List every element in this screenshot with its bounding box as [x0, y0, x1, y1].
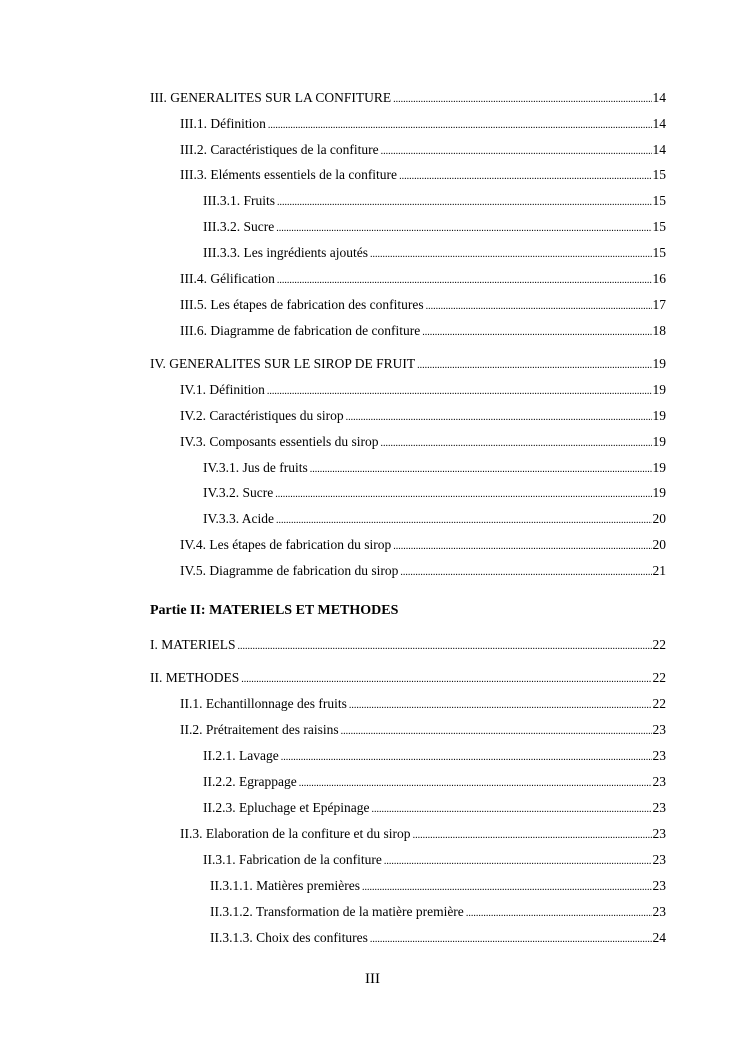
dot-leader [299, 775, 652, 793]
toc-entry [210, 929, 666, 947]
toc-entry-page: 23 [652, 774, 666, 789]
toc-entry-label: II.2.3. Epluchage et Epépinage [203, 800, 370, 815]
toc-entry-label: III.2. Caractéristiques de la confiture [180, 142, 379, 157]
dot-leader [277, 272, 652, 290]
toc-entry-page: 23 [652, 878, 666, 893]
toc-entry-page: 19 [652, 460, 666, 475]
toc-entry-label: III.3.2. Sucre [203, 219, 275, 234]
toc-entry-page: 14 [652, 116, 666, 131]
toc-entry [203, 459, 666, 477]
toc-entry [180, 721, 666, 739]
toc-entry-page: 16 [652, 271, 666, 286]
toc-entry-label: II.1. Echantillonnage des fruits [180, 696, 347, 711]
dot-leader [466, 905, 652, 923]
dot-leader [400, 564, 651, 582]
toc-entry-label: II.3. Elaboration de la confiture et du sirop [180, 826, 411, 841]
toc-entry-page: 17 [652, 297, 666, 312]
toc-entry [203, 510, 666, 528]
toc-entry-page: 19 [652, 434, 666, 449]
dot-leader [310, 461, 652, 479]
toc-entry-label: I. MATERIELS [150, 637, 236, 652]
toc-entry [180, 166, 666, 184]
toc-entry-label: III.5. Les étapes de fabrication des confitures [180, 297, 424, 312]
toc-entry-page: 23 [652, 748, 666, 763]
dot-leader [281, 749, 652, 767]
dot-leader [276, 220, 651, 238]
toc-entry-label: IV.3.3. Acide [203, 511, 274, 526]
toc-entry-label: II.2.2. Egrappage [203, 774, 297, 789]
dot-leader [275, 486, 651, 504]
dot-leader [276, 512, 652, 530]
toc-entry-page: 15 [652, 219, 666, 234]
toc-entry-page: 22 [652, 696, 666, 711]
toc-entry-label: IV.3.1. Jus de fruits [203, 460, 308, 475]
toc-entry [150, 355, 666, 373]
toc-entry-label: III. GENERALITES SUR LA CONFITURE [150, 90, 392, 105]
toc-entry [150, 89, 666, 107]
toc-entry [180, 825, 666, 843]
toc-entry-page: 23 [652, 800, 666, 815]
dot-leader [241, 671, 651, 689]
dot-leader [267, 383, 652, 401]
toc-entry [180, 562, 666, 580]
dot-leader [413, 827, 652, 845]
toc-entry-label: III.6. Diagramme de fabrication de confiture [180, 323, 421, 338]
toc-entry-label: III.1. Définition [180, 116, 266, 131]
toc-entry-page: 19 [652, 408, 666, 423]
toc-entry [203, 851, 666, 869]
dot-leader [370, 931, 652, 949]
toc-entry-page: 15 [652, 245, 666, 260]
dot-leader [268, 117, 652, 135]
toc-entry-page: 19 [652, 382, 666, 397]
toc-entry-page: 22 [652, 637, 666, 652]
toc-entry-page: 23 [652, 904, 666, 919]
toc-entry-page: 15 [652, 193, 666, 208]
toc-entry-label: II.2. Prétraitement des raisins [180, 722, 339, 737]
toc-entry [180, 296, 666, 314]
toc-entry-page: 18 [652, 323, 666, 338]
toc-entry-label: II.3.1.1. Matières premières [210, 878, 360, 893]
toc-entry [210, 877, 666, 895]
toc-entry-label: III.3.3. Les ingrédients ajoutés [203, 245, 368, 260]
toc-entry [150, 669, 666, 687]
toc-entry-label: IV.3.2. Sucre [203, 485, 274, 500]
toc-entry-label: IV.4. Les étapes de fabrication du sirop [180, 537, 392, 552]
toc-entry [203, 218, 666, 236]
toc-entry [180, 381, 666, 399]
toc-entry-label: IV.1. Définition [180, 382, 265, 397]
toc-entry-page: 24 [652, 930, 666, 945]
dot-leader [370, 246, 652, 264]
toc-entry-page: 14 [652, 90, 666, 105]
toc-entry-label: II.3.1.3. Choix des confitures [210, 930, 368, 945]
toc-entry-page: 23 [652, 826, 666, 841]
dot-leader [341, 723, 652, 741]
dot-leader [393, 91, 651, 109]
page-number: III [365, 971, 380, 987]
toc-entry [203, 244, 666, 262]
toc-entry-page: 23 [652, 852, 666, 867]
toc-entry-page: 22 [652, 670, 666, 685]
dot-leader [381, 435, 652, 453]
dot-leader [238, 638, 652, 656]
toc-entry-label: II.3.1.2. Transformation de la matière première [210, 904, 464, 919]
toc-entry [150, 636, 666, 654]
toc-entry [180, 536, 666, 554]
toc-entry [180, 322, 666, 340]
toc-entry [180, 695, 666, 713]
toc-entry-label: IV.3. Composants essentiels du sirop [180, 434, 379, 449]
toc-entry-page: 19 [652, 485, 666, 500]
dot-leader [399, 168, 651, 186]
toc-entry-page: 19 [652, 356, 666, 371]
dot-leader [346, 409, 652, 427]
dot-leader [393, 538, 651, 556]
toc-entry-page: 23 [652, 722, 666, 737]
toc-entry-label: II. METHODES [150, 670, 240, 685]
toc-entry-label: IV.2. Caractéristiques du sirop [180, 408, 344, 423]
toc-entry [203, 799, 666, 817]
toc-entry-page: 20 [652, 511, 666, 526]
dot-leader [422, 324, 651, 342]
dot-leader [384, 853, 652, 871]
toc-entry-page: 20 [652, 537, 666, 552]
toc-entry-page: 15 [652, 167, 666, 182]
toc-entry-label: III.3. Eléments essentiels de la confiture [180, 167, 398, 182]
toc-entry-label: II.3.1. Fabrication de la confiture [203, 852, 382, 867]
toc-entry [180, 433, 666, 451]
dot-leader [371, 801, 651, 819]
toc-entry [210, 903, 666, 921]
toc-entry-label: II.2.1. Lavage [203, 748, 279, 763]
toc-entry [203, 192, 666, 210]
dot-leader [349, 697, 652, 715]
toc-entry-page: 21 [652, 563, 666, 578]
dot-leader [277, 194, 652, 212]
toc-entry-label: IV.5. Diagramme de fabrication du sirop [180, 563, 399, 578]
dot-leader [426, 298, 652, 316]
toc-entry-label: III.3.1. Fruits [203, 193, 275, 208]
toc-entry [180, 141, 666, 159]
toc-entry-page: 14 [652, 142, 666, 157]
part-heading: Partie II: MATERIELS ET METHODES [150, 603, 399, 618]
toc-entry [203, 773, 666, 791]
toc-entry [203, 747, 666, 765]
toc-entry [180, 270, 666, 288]
toc-entry [180, 407, 666, 425]
dot-leader [381, 143, 652, 161]
dot-leader [417, 357, 651, 375]
toc-entry [180, 115, 666, 133]
toc-entry-label: IV. GENERALITES SUR LE SIROP DE FRUIT [150, 356, 416, 371]
toc-entry-label: III.4. Gélification [180, 271, 275, 286]
toc-entry [203, 484, 666, 502]
dot-leader [362, 879, 652, 897]
